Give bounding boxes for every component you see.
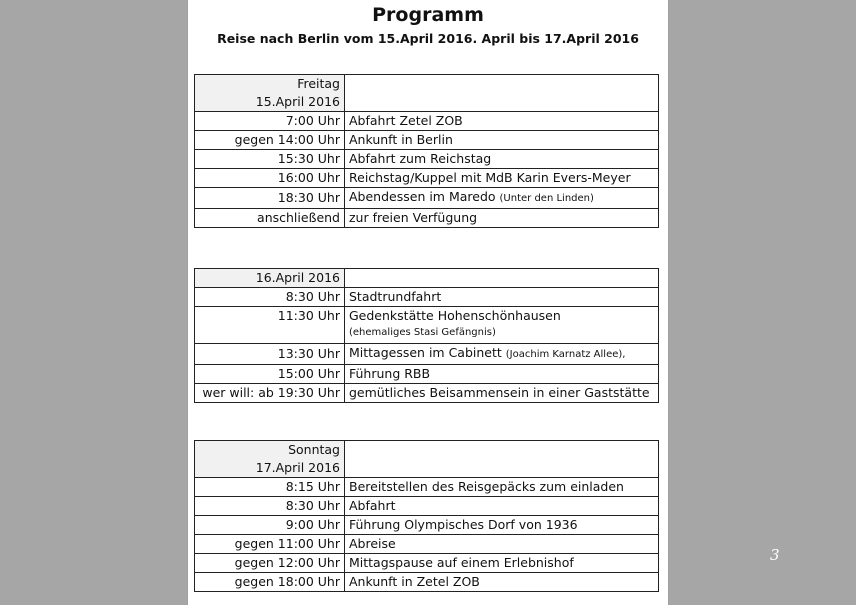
day-header-empty-cell [345, 75, 659, 112]
table-row [195, 112, 659, 131]
day-name: Freitag [297, 76, 340, 91]
schedule-table-friday [194, 74, 659, 228]
table-row [195, 535, 659, 554]
time-cell: 8:30 Uhr [195, 288, 345, 307]
day-name: Sonntag [288, 442, 340, 457]
activity-cell: Führung RBB [345, 365, 659, 384]
time-cell: gegen 11:00 Uhr [195, 535, 345, 554]
activity-note: (ehemaliges Stasi Gefängnis) [349, 327, 496, 338]
schedule-table-saturday [194, 268, 659, 403]
day-header-empty-cell [345, 269, 659, 288]
time-cell: wer will: ab 19:30 Uhr [195, 384, 345, 403]
table-row [195, 169, 659, 188]
activity-text: Gedenkstätte Hohenschönhausen [349, 308, 561, 323]
activity-cell: Abreise [345, 535, 659, 554]
activity-cell: Abfahrt zum Reichstag [345, 150, 659, 169]
day-header-empty-cell [345, 441, 659, 478]
page-title: Programm [372, 4, 484, 26]
time-cell: 15:00 Uhr [195, 365, 345, 384]
page-number: 3 [770, 546, 780, 564]
activity-cell: zur freien Verfügung [345, 209, 659, 228]
time-cell: gegen 12:00 Uhr [195, 554, 345, 573]
activity-note: (Unter den Linden) [499, 193, 594, 204]
schedule-table-sunday [194, 440, 659, 592]
table-row [195, 150, 659, 169]
activity-cell: Abfahrt Zetel ZOB [345, 112, 659, 131]
activity-cell [345, 188, 659, 209]
table-row [195, 441, 659, 478]
table-row [195, 365, 659, 384]
time-cell: 13:30 Uhr [195, 344, 345, 365]
day-header [195, 75, 345, 112]
table-row [195, 288, 659, 307]
time-cell: 7:00 Uhr [195, 112, 345, 131]
time-cell: gegen 18:00 Uhr [195, 573, 345, 592]
time-cell: 9:00 Uhr [195, 516, 345, 535]
time-cell: anschließend [195, 209, 345, 228]
day-header [195, 441, 345, 478]
table-row [195, 516, 659, 535]
activity-cell: gemütliches Beisammensein in einer Gaststätte [345, 384, 659, 403]
time-cell: 8:30 Uhr [195, 497, 345, 516]
time-cell: 15:30 Uhr [195, 150, 345, 169]
day-header: 16.April 2016 [195, 269, 345, 288]
day-date: 15.April 2016 [255, 94, 340, 109]
activity-cell: Mittagspause auf einem Erlebnishof [345, 554, 659, 573]
table-row [195, 573, 659, 592]
table-row [195, 131, 659, 150]
activity-cell [345, 344, 659, 365]
time-cell: 18:30 Uhr [195, 188, 345, 209]
activity-cell: Ankunft in Zetel ZOB [345, 573, 659, 592]
time-cell: gegen 14:00 Uhr [195, 131, 345, 150]
time-cell: 16:00 Uhr [195, 169, 345, 188]
activity-cell: Bereitstellen des Reisgepäcks zum einladen [345, 478, 659, 497]
activity-cell: Führung Olympisches Dorf von 1936 [345, 516, 659, 535]
activity-cell: Ankunft in Berlin [345, 131, 659, 150]
activity-cell [345, 307, 659, 344]
activity-note: (Joachim Karnatz Allee), [505, 349, 626, 360]
table-row [195, 554, 659, 573]
activity-text: Mittagessen im Cabinett [349, 345, 502, 360]
table-row [195, 188, 659, 209]
table-row [195, 384, 659, 403]
day-date: 17.April 2016 [255, 460, 340, 475]
activity-cell: Reichstag/Kuppel mit MdB Karin Evers-Meyer [345, 169, 659, 188]
time-cell: 11:30 Uhr [195, 307, 345, 344]
activity-cell: Stadtrundfahrt [345, 288, 659, 307]
document-page [188, 0, 668, 605]
page-subtitle: Reise nach Berlin vom 15.April 2016. April bis 17.April 2016 [217, 31, 639, 46]
table-row [195, 307, 659, 344]
table-row [195, 269, 659, 288]
table-row [195, 209, 659, 228]
time-cell: 8:15 Uhr [195, 478, 345, 497]
table-row [195, 75, 659, 112]
table-row [195, 344, 659, 365]
activity-cell: Abfahrt [345, 497, 659, 516]
activity-text: Abendessen im Maredo [349, 189, 496, 204]
table-row [195, 478, 659, 497]
table-row [195, 497, 659, 516]
